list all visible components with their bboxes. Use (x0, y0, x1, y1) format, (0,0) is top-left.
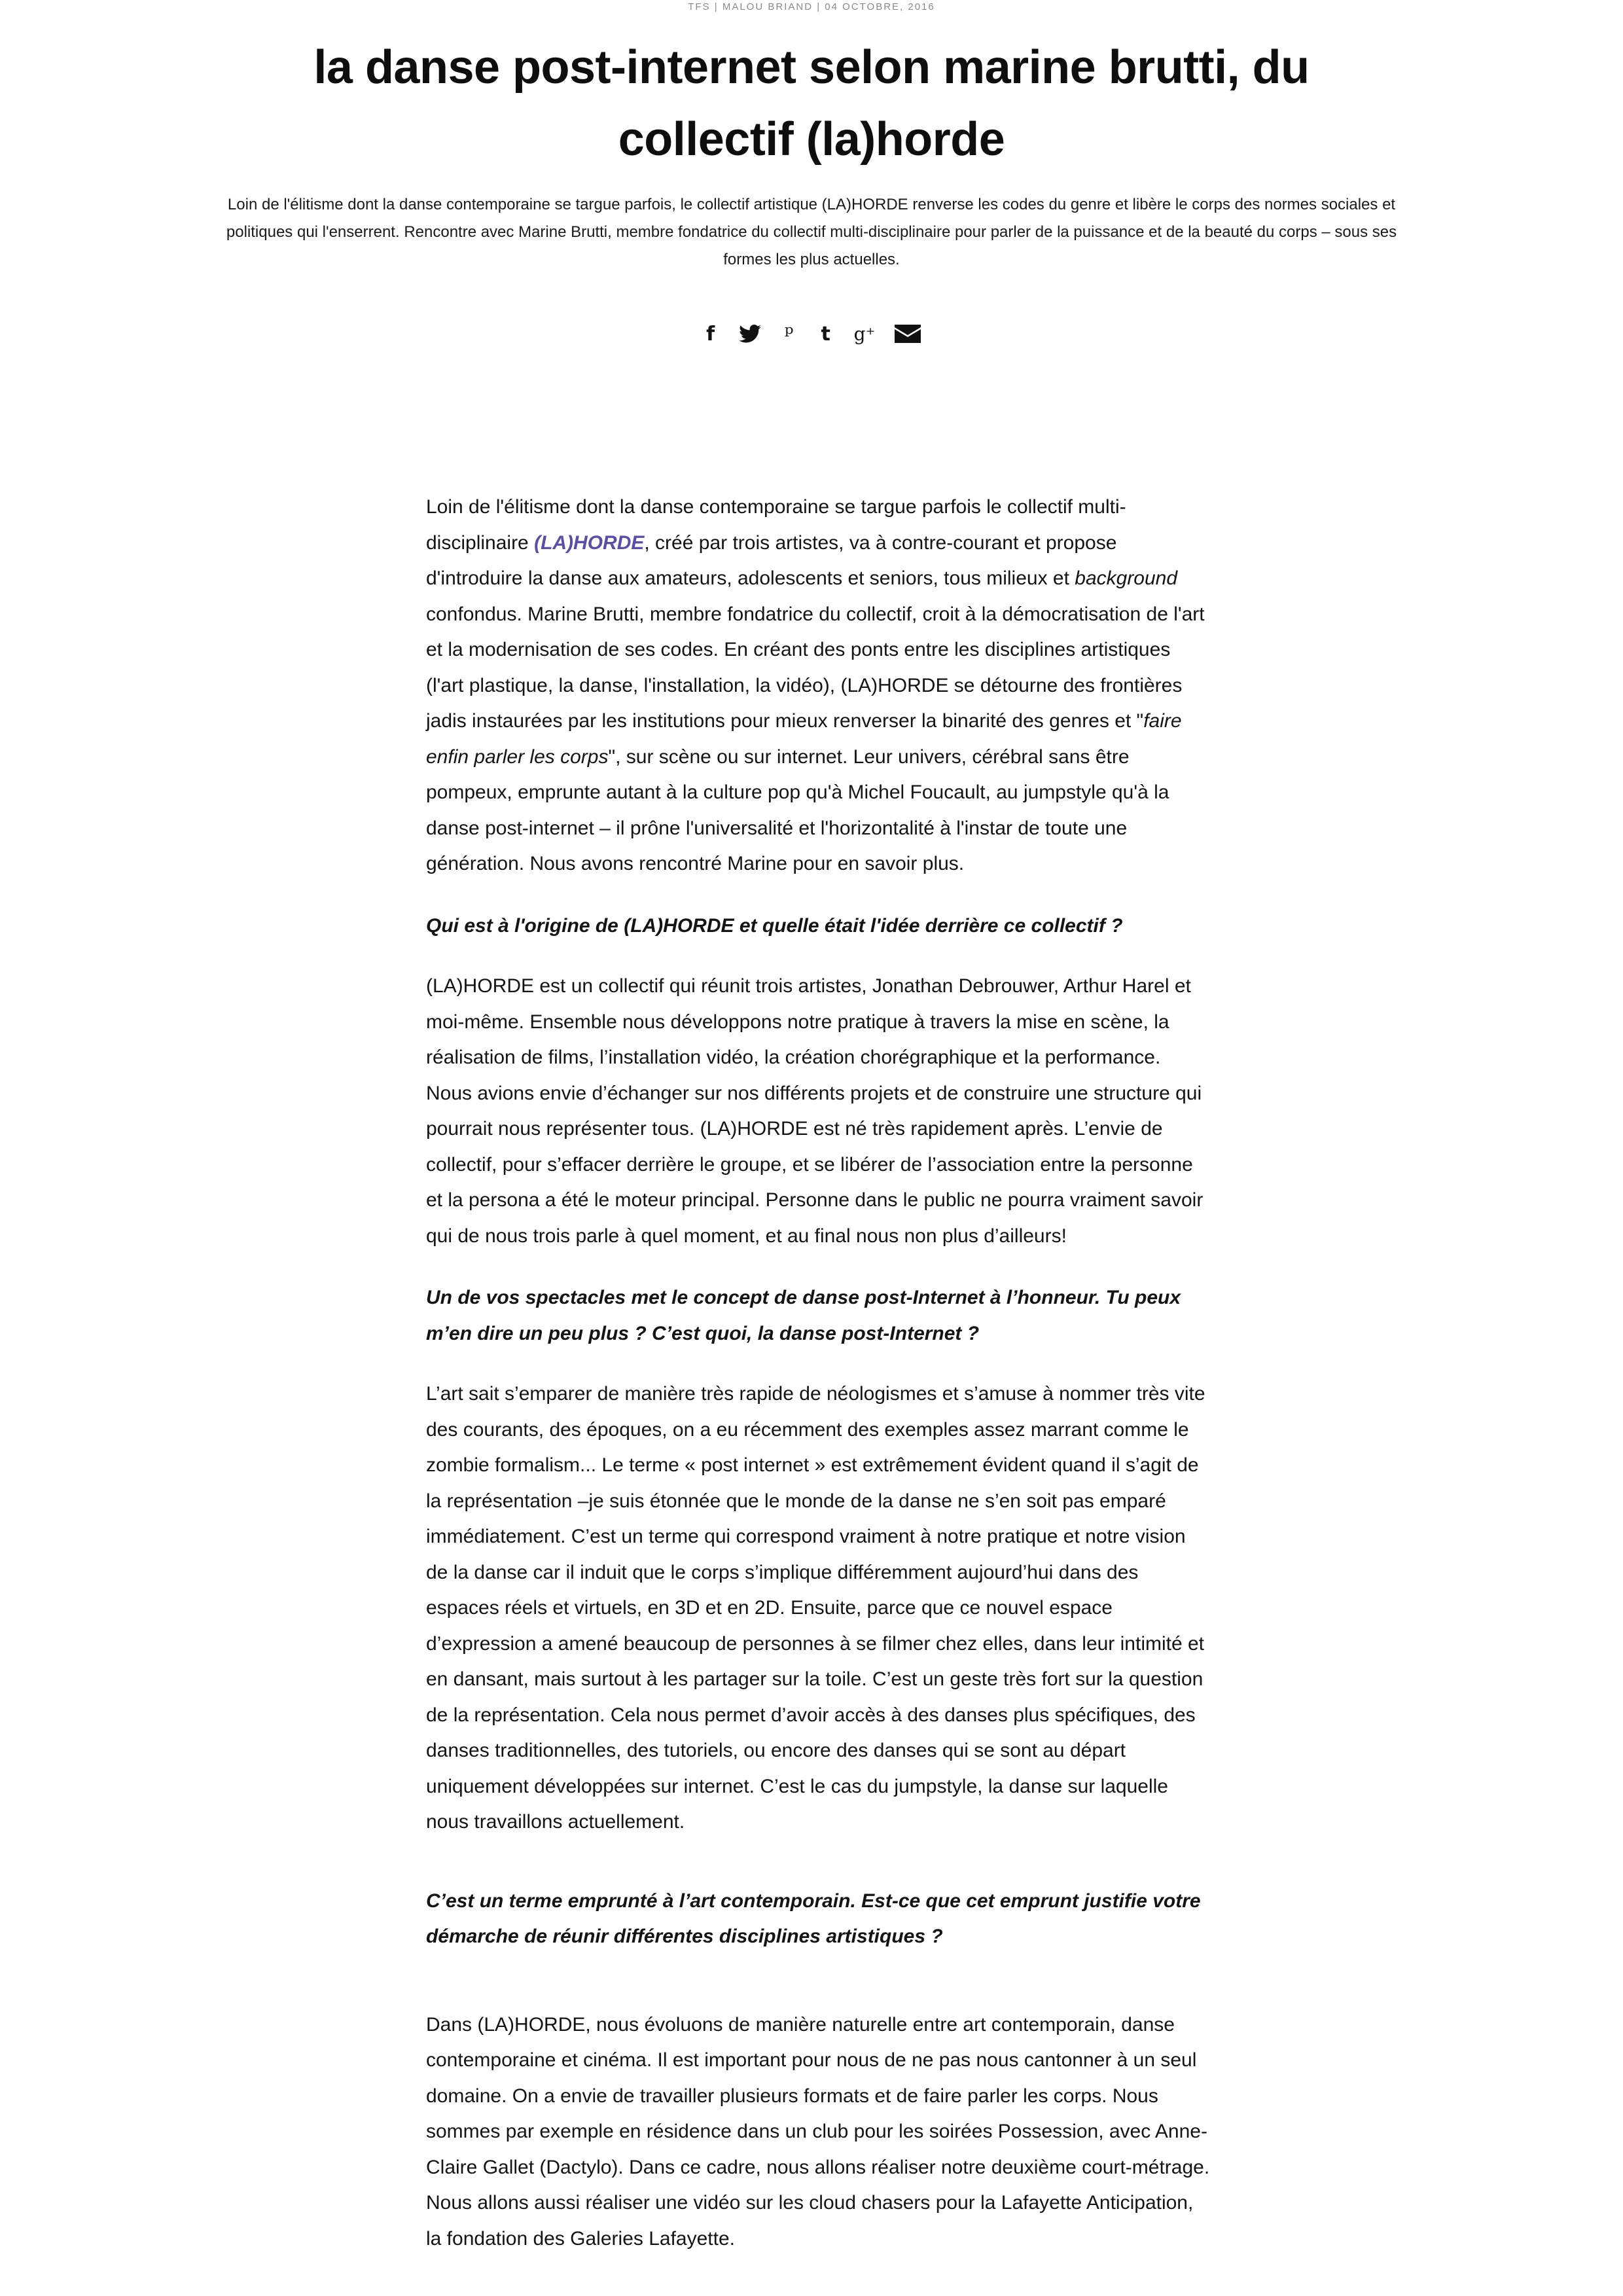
article-title: la danse post-internet selon marine brutti, du collectif (la)horde (313, 41, 1310, 166)
google-plus-icon[interactable]: g⁺ (853, 323, 876, 345)
facebook-icon[interactable]: f (706, 322, 715, 346)
byline-date: 04 OCTOBRE, 2016 (825, 1, 935, 12)
interview-question: C’est un terme emprunté à l’art contemporain. Est-ce que cet emprunt justifie votre démarche de réunir différentes disciplines artistiques ? (426, 1890, 1201, 1947)
tumblr-icon[interactable]: t (821, 322, 830, 346)
byline-separator: | (714, 1, 722, 12)
byline-section[interactable]: TFS (688, 1, 711, 12)
email-icon[interactable] (895, 321, 921, 347)
interview-question: Un de vos spectacles met le concept de danse post-Internet à l’honneur. Tu peux m’en dire un peu plus ? C’est quoi, la danse post-Internet ? (426, 1287, 1181, 1344)
interview-answer: (LA)HORDE est un collectif qui réunit trois artistes, Jonathan Debrouwer, Arthur Harel et moi-même. Ensemble nous développons notre pratique à travers la mise en scène, la réalisation de films, l’installation vidéo, la création chorégraphique et la performance. Nous avions envie d’échanger sur nos différents projets et de construire une structure qui pourrait nous représenter tous. (LA)HORDE est né très rapidement après. L’envie de collectif, pour s’effacer derrière le groupe, et se libérer de l’association entre la personne et la persona a été le moteur principal. Personne dans le public ne pourra vraiment savoir qui de nous trois parle à quel moment, et au final nous non plus d’ailleurs! (426, 975, 1204, 1247)
article-lede: Loin de l'élitisme dont la danse contemporaine se targue parfois, le collectif artistique (LA)HORDE renverse les codes du genre et libère le corps des normes sociales et politiques qui l'enserrent. Rencontre avec Marine Brutti, membre fondatrice du collectif multi-disciplinaire pour parler de la puissance et de la beauté du corps – sous ses formes les plus actuelles. (226, 196, 1397, 268)
twitter-icon[interactable] (739, 321, 761, 347)
article-byline (0, 0, 1623, 14)
intro-paragraph: Loin de l'élitisme dont la danse contemporaine se targue parfois le collectif multi-disciplinaire (LA)HORDE, créé par trois artistes, va à contre-courant et propose d'introduire la danse aux amateurs, adolescents et seniors, tous milieux et background confondus. Marine Brutti, membre fondatrice du collectif, croit à la démocratisation de l'art et la modernisation de ses codes. En créant des ponts entre les disciplines artistiques (l'art plastique, la danse, l'installation, la vidéo), (LA)HORDE se détourne des frontières jadis instaurées par les institutions pour mieux renverser la binarité des genres et "faire enfin parler les corps", sur scène ou sur internet. Leur univers, cérébral sans être pompeux, emprunte autant à la culture pop qu'à Michel Foucault, au jumpstyle qu'à la danse post-internet – il prône l'universalité et l'horizontalité à l'instar de toute une génération. Nous avons rencontré Marine pour en savoir plus. (426, 496, 1205, 874)
byline-author[interactable]: MALOU BRIAND (722, 1, 813, 12)
interview-answer: L’art sait s’emparer de manière très rapide de néologismes et s’amuse à nommer très vite des courants, des époques, on a eu récemment des exemples assez marrant comme le zombie formalism... Le terme « post internet » est extrêmement évident quand il s’agit de la représentation –je suis étonnée que le monde de la danse ne s’en soit pas emparé immédiatement. C’est un terme qui correspond vraiment à notre pratique et notre vision de la danse car il induit que le corps s’implique différemment aujourd’hui dans des espaces réels et virtuels, en 3D et en 2D. Ensuite, parce que ce nouvel espace d’expression a amené beaucoup de personnes à se filmer chez elles, dans leur intimité et en dansant, mais surtout à les partager sur la toile. C’est un geste très fort sur la question de la représentation. Cela nous permet d’avoir accès à des danses plus spécifiques, des danses traditionnelles, des tutoriels, ou encore des danses qui se sont au départ uniquement développées sur internet. C’est le cas du jumpstyle, la danse sur laquelle nous travaillons actuellement. (426, 1383, 1205, 1833)
pinterest-icon[interactable]: ᵖ (784, 321, 794, 347)
byline-separator: | (817, 1, 821, 12)
article-body (426, 490, 1211, 2257)
interview-answer: Dans (LA)HORDE, nous évoluons de manière naturelle entre art contemporain, danse contemporaine et cinéma. Il est important pour nous de ne pas nous cantonner à un seul domaine. On a envie de travailler plusieurs formats et de faire parler les corps. Nous sommes par exemple en résidence dans un club pour les soirées Possession, avec Anne-Claire Gallet (Dactylo). Dans ce cadre, nous allons réaliser notre deuxième court-métrage. Nous allons aussi réaliser une vidéo sur les cloud chasers pour la Lafayette Anticipation, la fondation des Galeries Lafayette. (426, 2013, 1210, 2250)
interview-question: Qui est à l'origine de (LA)HORDE et quelle était l'idée derrière ce collectif ? (426, 914, 1123, 937)
share-bar (700, 319, 923, 348)
lahorde-link[interactable]: (LA)HORDE (534, 531, 645, 554)
